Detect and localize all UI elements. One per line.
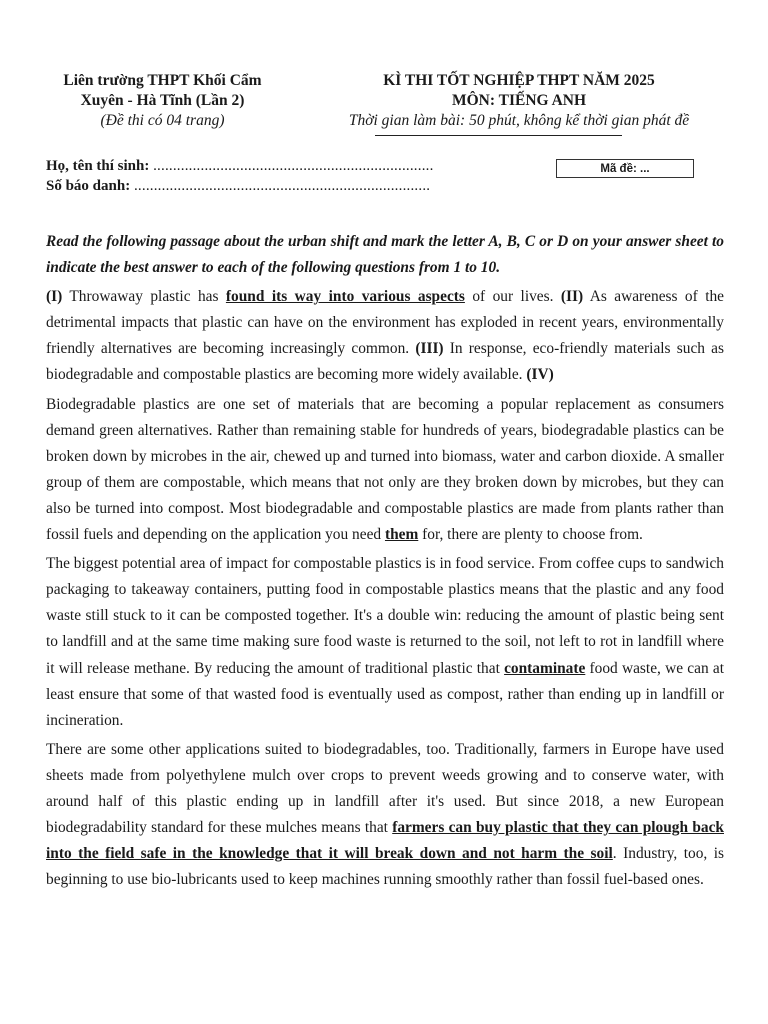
candidate-name-label: Họ, tên thí sinh: [46, 158, 150, 174]
school-line-2: Xuyên - Hà Tĩnh (Lần 2) [80, 92, 245, 109]
school-name [40, 71, 285, 131]
paragraph-4 [46, 737, 724, 894]
exam-title: KÌ THI TỐT NGHIỆP THPT NĂM 2025 [383, 72, 655, 89]
p1-text-3: As awareness of the detrimental impacts that plastic can have on the environment has exploded in recent years, environmentally friendly alternatives are becoming increasingly common. [46, 288, 724, 358]
p1-text-4: In response, eco-friendly materials such as biodegradable and compostable plastics are becoming more widely available. [46, 340, 724, 384]
candidate-id-dots: ........................................................................... [133, 178, 431, 194]
candidate-id-line [46, 176, 430, 196]
underlined-word-contaminate: contaminate [504, 659, 586, 677]
p4-text-2: . Industry, too, is beginning to use bio-lubricants used to keep machines running smoothly rather than fossil fuel-based ones. [46, 845, 724, 889]
p1-text-2: of our lives. [464, 288, 561, 306]
underlined-sentence-farmers: farmers can buy plastic that they can plough back into the field safe in the knowledge that it will break down and not harm the soil [46, 819, 724, 863]
candidate-name-line [46, 156, 434, 176]
p3-text-1: The biggest potential area of impact for compostable plastics is in food service. From coffee cups to sandwich packaging to takeaway containers, putting food in compostable plastics means that the plastic and any food waste still stuck to it can be composted together. It's a double win: reducing the amount of plastic being sent to landfill and at the same time making sure food waste is returned to the soil, not left to rot in landfill where it will release methane. By reducing the amount of traditional plastic that [46, 555, 724, 677]
passage-content [46, 229, 724, 896]
marker-iii: (III) [415, 340, 444, 358]
marker-i: (I) [46, 288, 63, 306]
marker-iv: (IV) [526, 366, 554, 384]
p3-text-2: food waste, we can at least ensure that some of that wasted food is eventually used as compost, rather than ending up in landfill or incineration. [46, 659, 724, 729]
time-note: Thời gian làm bài: 50 phút, không kể thời gian phát đề [348, 112, 690, 129]
underlined-word-them: them [384, 526, 419, 544]
underlined-phrase-1: found its way into various aspects [225, 288, 465, 306]
header-divider [375, 135, 622, 136]
p2-text-2: for, there are plenty to choose from. [418, 526, 643, 544]
paragraph-2 [46, 392, 724, 549]
paragraph-3 [46, 551, 724, 734]
paragraph-1 [46, 284, 724, 388]
exam-heading [318, 71, 720, 131]
candidate-name-dots: ....................................................................... [153, 158, 434, 174]
exam-subject: MÔN: TIẾNG ANH [451, 92, 587, 109]
pages-note: (Đề thi có 04 trang) [100, 112, 225, 129]
candidate-id-label: Số báo danh: [46, 178, 131, 194]
school-line-1: Liên trường THPT Khối Cẩm [63, 72, 262, 89]
p2-text-1: Biodegradable plastics are one set of materials that are becoming a popular replacement as consumers demand green alternatives. Rather than remaining stable for hundreds of years, biodegradable plastics can be broken down by microbes in the air, chewed up and turned into biomass, water and carbon dioxide. A smaller group of them are compostable, which means that not only are they broken down by microbes, but they can also be turned into compost. Most biodegradable and compostable plastics are made from plants rather than fossil fuels and depending on the application you need [46, 395, 724, 544]
exam-code-box: Mã đề: ... [556, 159, 694, 178]
p1-text-1: Throwaway plastic has [62, 288, 226, 306]
marker-ii: (II) [560, 288, 584, 306]
instructions: Read the following passage about the urban shift and mark the letter A, B, C or D on your answer sheet to indicate the best answer to each of the following questions from 1 to 10. [46, 233, 724, 277]
p4-text-1: There are some other applications suited to biodegradables, too. Traditionally, farmers in Europe have used sheets made from polyethylene mulch over crops to prevent weeds growing and to conserve water, with around half of this plastic ending up in landfill after it's used. But since 2018, a new European biodegradability standard for these mulches means that [46, 740, 724, 837]
